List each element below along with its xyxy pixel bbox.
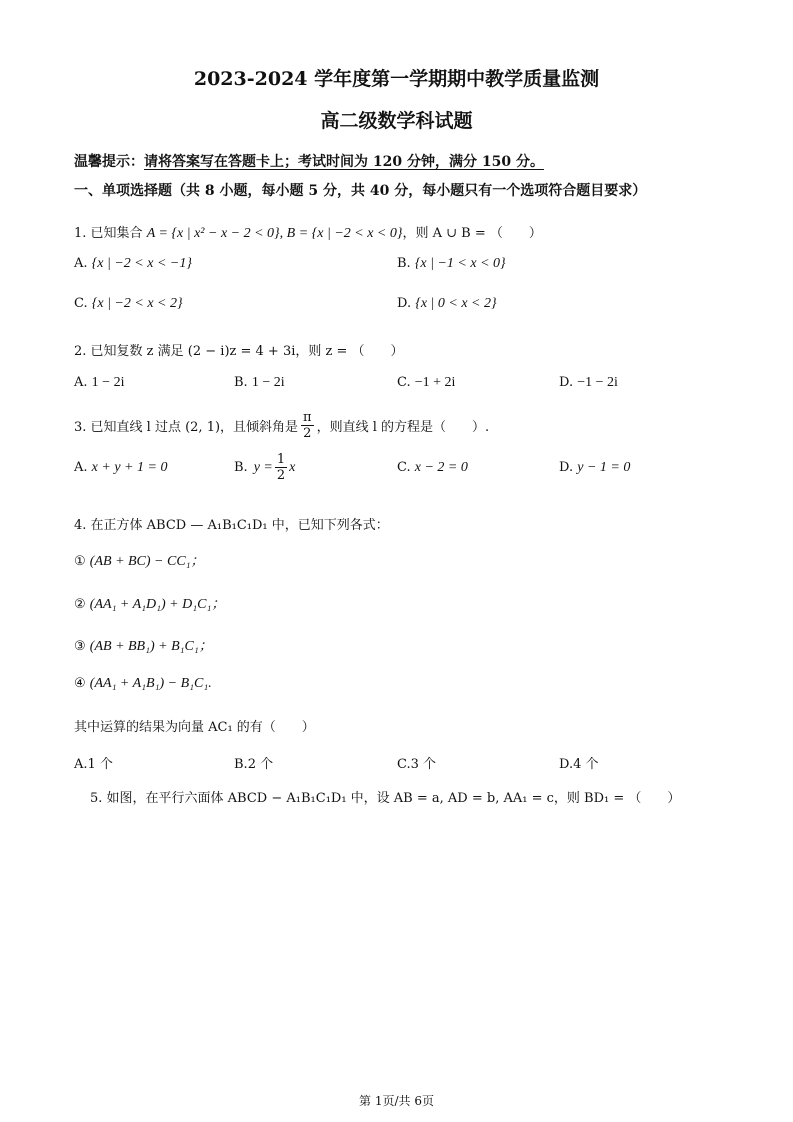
- option-text: y − 1 = 0: [577, 460, 631, 475]
- q2-option-b: [234, 375, 285, 391]
- item-mark: ②: [74, 597, 86, 612]
- q4-item-2: [74, 593, 225, 613]
- item-mark: ①: [74, 554, 86, 569]
- option-text: {x | −2 < x < −1}: [91, 256, 192, 271]
- item-mark: ③: [74, 639, 86, 654]
- option-text: 3 个: [410, 757, 437, 772]
- section-heading: 一、单项选择题（共 8 小题，每小题 5 分，共 40 分，每小题只有一个选项符合题目要求）: [74, 183, 647, 199]
- notice: [74, 151, 544, 171]
- option-text: 1 个: [87, 757, 113, 772]
- q4-item-3: [74, 635, 213, 655]
- option-label: C.: [397, 460, 411, 475]
- option-label: D.: [559, 375, 574, 390]
- q1-option-a: [74, 256, 192, 272]
- option-label: D.: [559, 757, 574, 772]
- option-label: A.: [74, 460, 88, 475]
- fraction-denominator: 2: [303, 426, 312, 441]
- option-text: {x | 0 < x < 2}: [415, 296, 497, 311]
- option-text: 2 个: [247, 757, 274, 772]
- fraction-numerator: 1: [276, 452, 286, 467]
- q3-option-a: [74, 460, 167, 476]
- q1-stem-prefix: 1. 已知集合: [74, 226, 143, 241]
- q3-option-c: [397, 460, 468, 476]
- option-text: −1 − 2i: [577, 375, 618, 390]
- exam-subtitle: 高二级数学科试题: [320, 110, 473, 132]
- option-label: B.: [397, 256, 411, 271]
- option-text: {x | −1 < x < 0}: [414, 256, 506, 271]
- q3-stem-suffix: ，则直线 l 的方程是（ ）.: [316, 420, 490, 435]
- option-text: −1 + 2i: [414, 375, 456, 390]
- item-expr: (AB + BB₁) + B₁C₁；: [89, 639, 213, 654]
- notice-label: 温馨提示：: [74, 154, 144, 170]
- q3-option-d: [559, 460, 630, 476]
- option-label: B.: [234, 757, 248, 772]
- option-text: 1 − 2i: [91, 375, 125, 390]
- item-expr: (AA₁ + A₁D₁) + D₁C₁；: [89, 597, 226, 612]
- question-2-stem: 2. 已知复数 z 满足 (2 − i)z = 4 + 3i，则 z = （ ）: [74, 344, 404, 359]
- option-label: D.: [397, 296, 412, 311]
- option-label: B.: [234, 375, 248, 390]
- option-text: x + y + 1 = 0: [91, 460, 168, 475]
- q4-option-d: [559, 753, 599, 772]
- option-text: 1 − 2i: [251, 375, 285, 390]
- item-expr: (AA₁ + A₁B₁) − B₁C₁.: [89, 676, 212, 691]
- q2-option-d: [559, 375, 618, 391]
- q4-option-b: [234, 753, 273, 772]
- page-footer: 第 1页/共 6页: [359, 1094, 434, 1108]
- option-label: C.: [74, 296, 88, 311]
- item-mark: ④: [74, 676, 86, 691]
- option-text-suffix: x: [289, 459, 296, 475]
- option-text: x − 2 = 0: [414, 460, 468, 475]
- q4-option-a: [74, 753, 113, 772]
- question-4-stem: 4. 在正方体 ABCD — A₁B₁C₁D₁ 中，已知下列各式：: [74, 518, 389, 533]
- q3-option-b: [234, 452, 295, 483]
- option-label: A.: [74, 256, 88, 271]
- item-expr: (AB + BC) − CC₁；: [89, 554, 205, 569]
- fraction-denominator: 2: [276, 468, 286, 483]
- q4-option-c: [397, 753, 436, 772]
- q4-item-1: [74, 550, 205, 570]
- q4-ask: 其中运算的结果为向量 AC₁ 的有（ ）: [74, 720, 315, 735]
- q3-stem-prefix: 3. 已知直线 l 过点 (2, 1)，且倾斜角是: [74, 420, 299, 435]
- option-text: 4 个: [573, 757, 599, 772]
- question-1-stem: [74, 222, 542, 242]
- q1-stem-suffix: ，则 A ∪ B = （ ）: [402, 226, 542, 241]
- question-3-stem: [74, 410, 489, 441]
- q1-option-d: [397, 296, 497, 312]
- option-fraction: [275, 452, 287, 483]
- option-label: C.: [397, 757, 411, 772]
- q1-option-c: [74, 296, 183, 312]
- option-label: A.: [74, 375, 88, 390]
- exam-title: 2023-2024 学年度第一学期期中教学质量监测: [193, 68, 600, 90]
- q3-angle-fraction: [301, 410, 314, 441]
- option-text: {x | −2 < x < 2}: [91, 296, 183, 311]
- fraction-numerator: π: [303, 410, 312, 425]
- option-label: A.: [74, 757, 88, 772]
- option-label: B.: [234, 460, 248, 475]
- q4-item-4: [74, 676, 212, 692]
- option-label: D.: [559, 460, 574, 475]
- q2-option-a: [74, 375, 124, 391]
- option-label: C.: [397, 375, 411, 390]
- q2-option-c: [397, 375, 455, 391]
- q1-stem-math: A = {x | x² − x − 2 < 0}, B = {x | −2 < x < 0}: [146, 226, 403, 241]
- q1-option-b: [397, 256, 506, 272]
- question-5-stem: 5. 如图，在平行六面体 ABCD − A₁B₁C₁D₁ 中，设 AB = a, AD = b, AA₁ = c，则 BD₁ = （ ）: [90, 791, 681, 806]
- notice-text: 请将答案写在答题卡上；考试时间为 120 分钟，满分 150 分。: [144, 154, 544, 170]
- option-text-prefix: y =: [253, 459, 273, 475]
